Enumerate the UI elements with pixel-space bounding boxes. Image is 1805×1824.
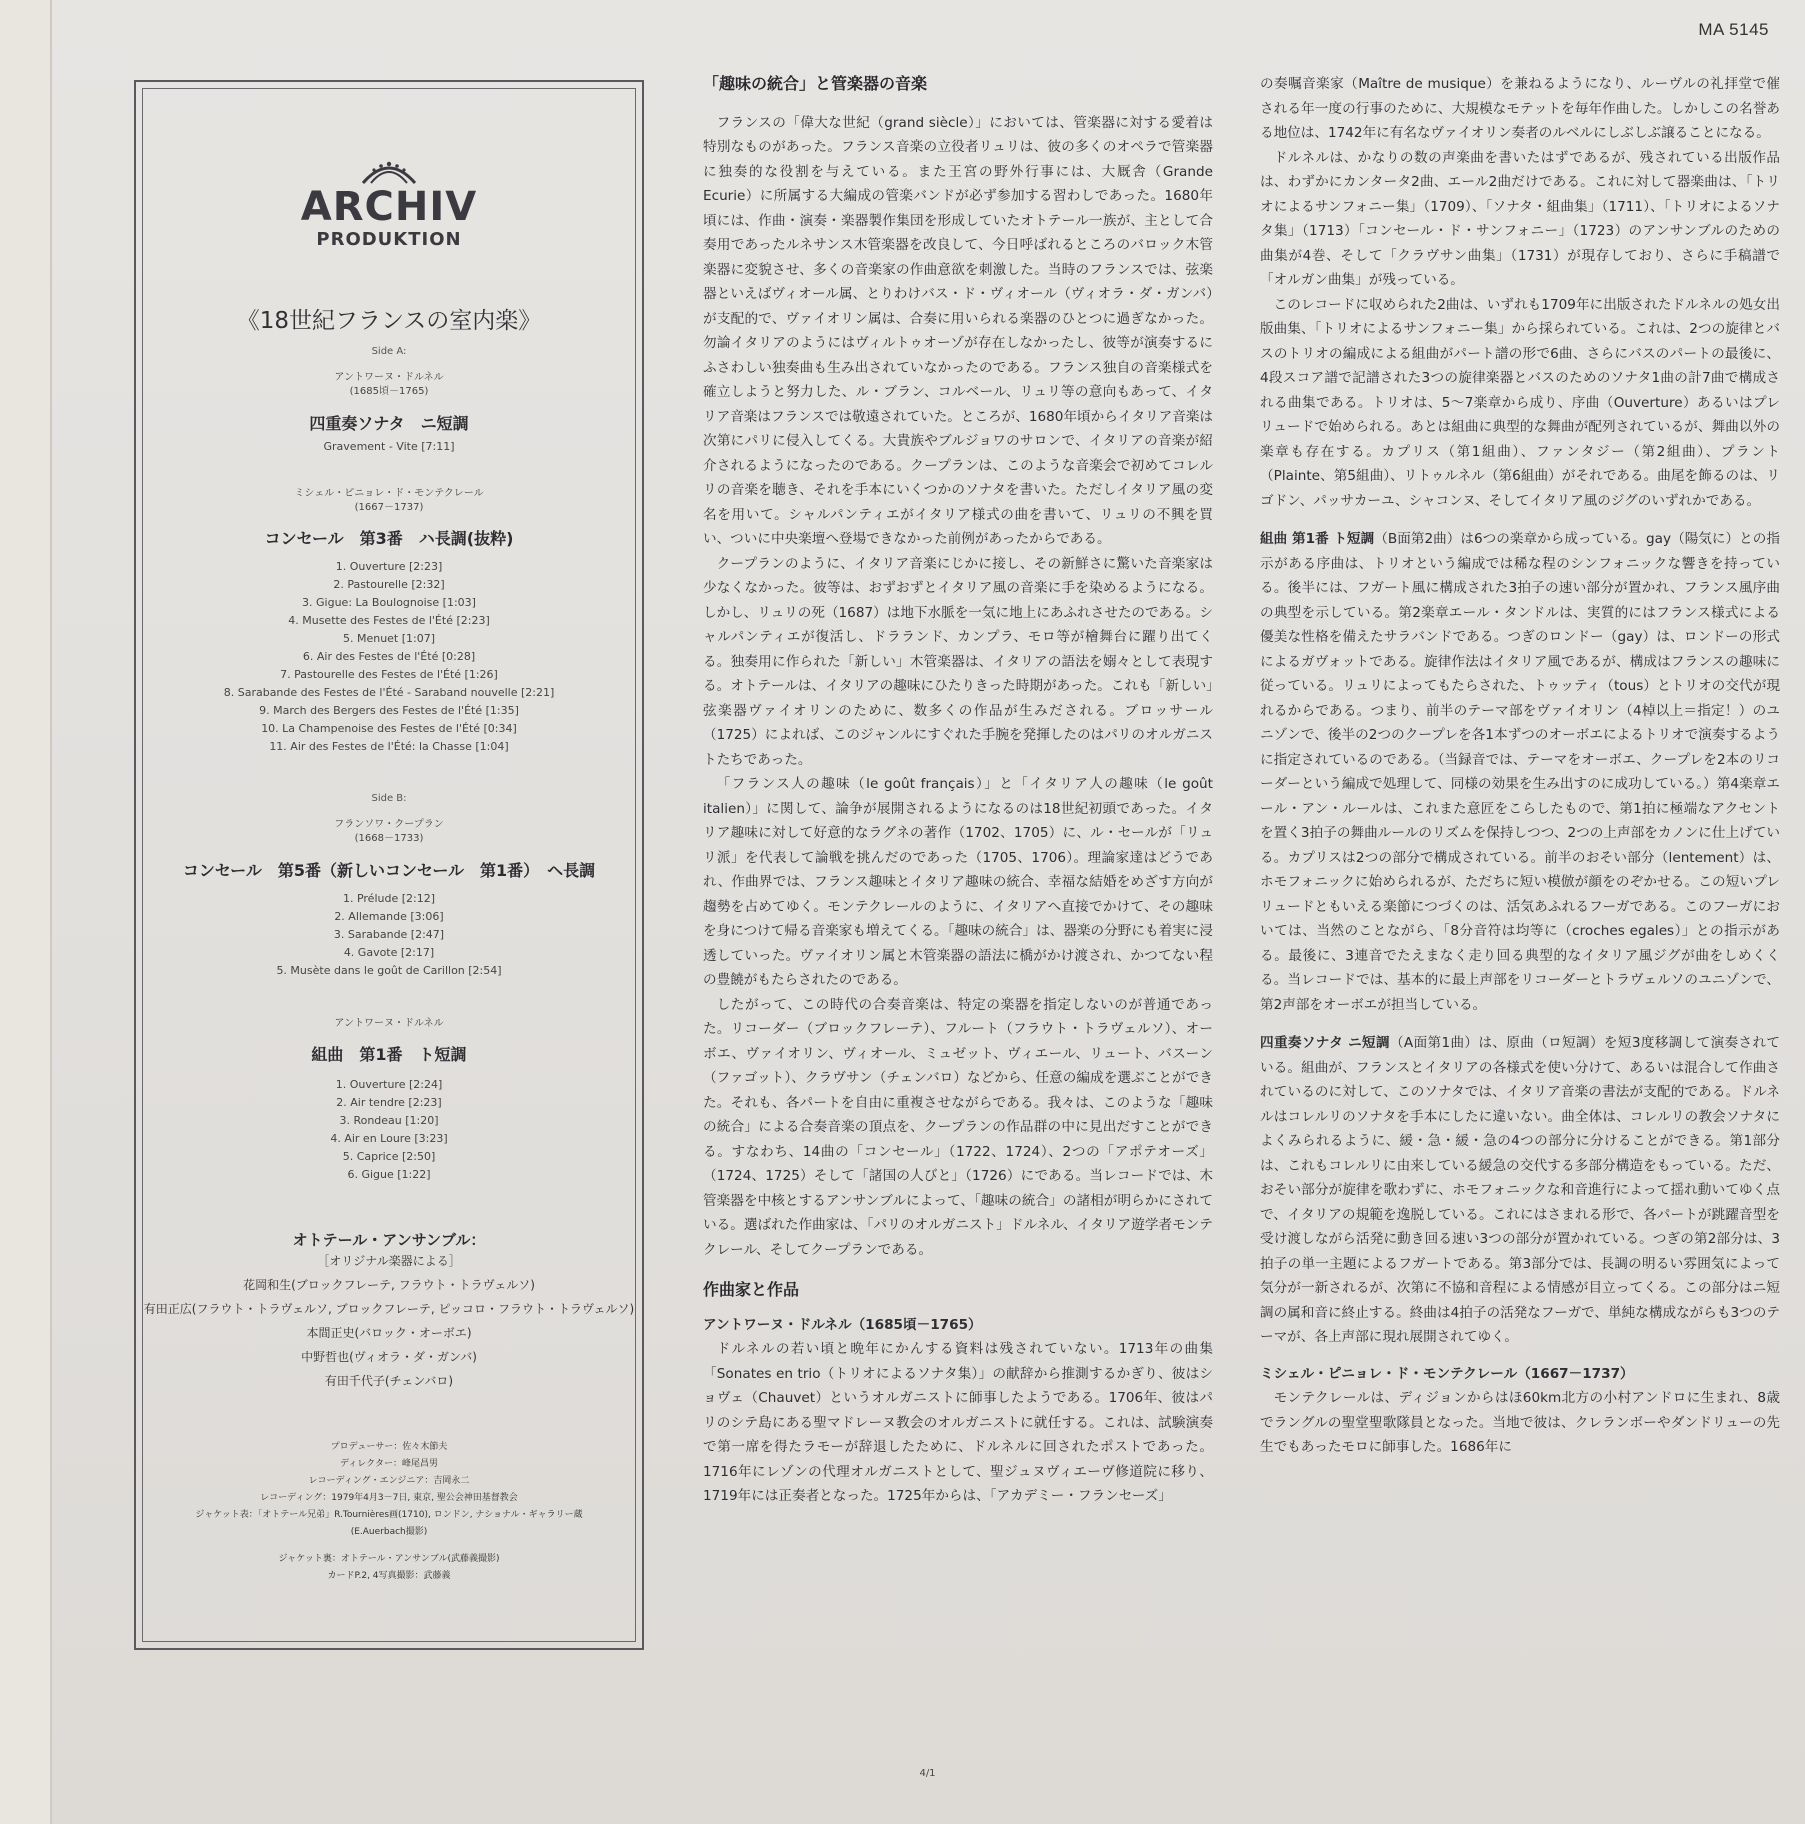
- paragraph: モンテクレールは、ディジョンからはほ60km北方の小村アンドロに生まれ、8歳でラングルの聖堂聖歌隊員となった。当地で彼は、クレランボーやダンドリューの先生でもあったモロに師事した。1686年に: [1260, 1390, 1780, 1455]
- paragraph: 「フランス人の趣味（le goût français）」と「イタリア人の趣味（le goût italien）」に関して、論争が展開されるようになるのは18世紀初頭であった。イタリア趣味に対して好意的なラグネの著作（1702、1705）に、ル・セールが「リュリ派」を代表して論戦を挑んだのであった（1705、1706）。理論家達はどうであれ、作曲界では、フランス趣味とイタリア趣味の統合、幸福な結婚をめざす方向が趨勢を占めてゆく。モンテクレールのように、イタリアへ直接でかけて、その趣味を身につけて帰る音楽家も増えてくる。「趣味の統合」は、器楽の分野にも着実に浸透していった。ヴァイオリン属と木管楽器の語法に橋がかけ渡され、かつてない程の豊饒がもたらされたのである。: [703, 776, 1213, 988]
- work-lead: 組曲 第1番 ト短調: [1260, 531, 1375, 547]
- work-description: （B面第2曲）は6つの楽章から成っている。gay（陽気に）との指示がある序曲は、トリオという編成では稀な程のシンフォニックな響きを持っている。後半には、フガート風に構成された3拍子の速い部分が置かれ、フランス風序曲の典型を示している。第2楽章エール・タンドルは、実質的にはフランス様式による優美な性格を備えたサラバンドである。つぎのロンドー（gay）は、ロンドーの形式によるガヴォットである。旋律作法はイタリア風であるが、構成はフランスの趣味に従っている。リュリによってもたらされた、トゥッティ（tous）とトリオの交代が現れるからである。つまり、前半のテーマ部をヴァイオリン（4棹以上＝指定！）のユニゾンで、後半の2つのクープレを各1本ずつのオーボエによるトリオで演奏するように指定されているのである。（当録音では、テーマをオーボエ、クープレを2本のリコーダーという編成で処理して、同様の効果を生み出すのに成功している。）第4楽章エール・アン・ルールは、これまた意匠をこらしたもので、第1拍に極端なアクセントを置く3拍子の舞曲ルールのリズムを保持しつつ、2つの上声部をカノンに仕上げている。カプリスは2つの部分で構成されている。前半のおそい部分（lentement）は、ホモフォニックに始められるが、ただちに短い模倣が顔をのぞかせる。この短いプレリュードともいえる楽節につづくのは、活気あふれるフーガである。このフーガにおいては、当然のことながら、「8分音符は均等に（croches egales）」との指示がある。最後に、3連音でたえまなく走り回る典型的なイタリア風ジグが曲をしめくくる。当レコードでは、基本的に最上声部をリコーダーとトラヴェルソのユニゾンで、第2声部をオーボエが担当している。: [1260, 531, 1780, 1013]
- movement-item: 2. Air tendre [2:23]: [336, 1096, 442, 1109]
- paragraph: の奏嘱音楽家（Maître de musique）を兼ねるようになり、ルーヴルの礼拝堂で催される年一度の行事のために、大規模なモテットを毎年作曲した。しかしこの名誉ある地位は、1742年に有名なヴァイオリン奏者のルベルにしぶしぶ譲ることになる。: [1260, 76, 1780, 141]
- panel-inner-border: [142, 88, 636, 1642]
- movement-item: 5. Caprice [2:50]: [342, 1150, 436, 1163]
- credit-line: プロデューサー：佐々木節夫: [330, 1442, 448, 1452]
- track-listing-panel: [134, 80, 644, 1650]
- composer-name: アントワーヌ・ドルネル: [334, 1018, 444, 1029]
- movement-item: 1. Ouverture [2:24]: [335, 1078, 443, 1091]
- ensemble-member: 本間正史(バロック・オーボエ): [306, 1326, 472, 1340]
- section-heading: 「趣味の統合」と管楽器の音楽: [703, 74, 928, 93]
- paragraph: [1260, 527, 1780, 1017]
- movement-item: 4. Air en Loure [3:23]: [330, 1132, 448, 1145]
- work-title: 組曲 第1番 ト短調: [311, 1045, 467, 1064]
- credit-line: ジャケット表：「オトテール兄弟」R.Tournières画(1710), ロンドン, ナショナル・ギャラリー蔵: [195, 1510, 583, 1520]
- movement-item: 10. La Champenoise des Festes de l'Été [0:34]: [261, 722, 517, 735]
- movement-item: 2. Allemande [3:06]: [334, 910, 444, 923]
- movement-item: 9. March des Bergers des Festes de l'Été [1:35]: [259, 704, 519, 717]
- work-title: コンセール 第5番（新しいコンセール 第1番） ヘ長調: [182, 861, 596, 880]
- work-title: コンセール 第3番 ハ長調(抜粋): [264, 529, 514, 548]
- work-lead: 四重奏ソナタ ニ短調: [1260, 1035, 1390, 1051]
- side-a-label: Side A:: [371, 346, 407, 357]
- liner-notes-sheet: [50, 0, 1805, 1824]
- movement-item: 4. Musette des Festes de l'Été [2:23]: [288, 614, 490, 627]
- composer-dates: (1685頃－1765): [349, 386, 429, 397]
- logo-produktion-text: PRODUKTION: [316, 229, 462, 250]
- movement-item: 2. Pastourelle [2:32]: [333, 578, 445, 591]
- paragraph: したがって、この時代の合奏音楽は、特定の楽器を指定しないのが普通であった。リコーダー（ブロックフレーテ）、フルート（フラウト・トラヴェルソ）、オーボエ、ヴァイオリン、ヴィオール、ミュゼット、ヴィエール、リュート、バスーン（ファゴット）、クラヴサン（チェンバロ）などから、任意の編成を選ぶことができた。それも、各パートを自由に重複させながらである。我々は、このような「趣味の統合」による合奏音楽の頂点を、クープランの作品群の中に見出だすことができる。すなわち、14曲の「コンセール」（1722、1724）、2つの「アポテオーズ」（1724、1725）そして「諸国の人びと」（1726）にである。当レコードでは、木管楽器を中核とするアンサンブルによって、「趣味の統合」の諸相が明らかにされている。選ばれた作曲家は、「パリのオルガニスト」ドルネル、イタリア遊学者モンテクレール、そしてクープランである。: [703, 996, 1213, 1258]
- movement-item: 5. Menuet [1:07]: [342, 632, 436, 645]
- ensemble-member: 花岡和生(ブロックフレーテ, フラウト・トラヴェルソ): [243, 1278, 535, 1292]
- composer-subheading: アントワーヌ・ドルネル（1685頃－1765）: [703, 1316, 982, 1333]
- ensemble-member: 有田千代子(チェンバロ): [324, 1374, 454, 1388]
- paragraph: ドルネルは、かなりの数の声楽曲を書いたはずであるが、残されている出版作品は、わずかにカンタータ2曲、エール2曲だけである。これに対して器楽曲は、「トリオによるサンフォニー集」（1709）、「ソナタ・組曲集」（1711）、「トリオによるソナタ集」（1713）「コンセール・ド・サンフォニー」（1723）のアンサンブルのための曲集が4巻、そして「クラヴサン曲集」（1731）が現存しており、さらに手稿譜で「オルガン曲集」が残っている。: [1260, 149, 1780, 288]
- credit-line: ディレクター：峰尾昌男: [340, 1459, 438, 1469]
- movement-item: 6. Air des Festes de l'Été [0:28]: [302, 650, 476, 663]
- movement-item: 5. Musète dans le goût de Carillon [2:54]: [276, 964, 502, 977]
- crown-emblem-icon: [357, 159, 421, 185]
- movement-item: Gravement - Vite [7:11]: [323, 440, 455, 453]
- page-number: 4/1: [919, 1768, 936, 1779]
- ensemble-title: オトテール・アンサンブル：: [292, 1231, 486, 1249]
- movement-item: 8. Sarabande des Festes de l'Été - Saraband nouvelle [2:21]: [223, 686, 555, 699]
- credit-line: ジャケット裏：オトテール・アンサンブル(武藤義撮影): [278, 1554, 500, 1564]
- credit-line: レコーディング：1979年4月3－7日, 東京, 聖公会神田基督教会: [260, 1493, 518, 1503]
- paragraph: ドルネルの若い頃と晩年にかんする資料は残されていない。1713年の曲集「Sonates en trio（トリオによるソナタ集）」の献辞から推測するかぎり、彼はショヴェ（Chauvet）というオルガニストに師事したようである。1706年、彼はパリのシテ島にある聖マドレーヌ教会のオルガニストに就任する。これは、試験演奏で第一席を得たラモーが辞退したために、ドルネルに回されたポストであった。1716年にレゾンの代理オルガニストとして、聖ジュヌヴィエーヴ修道院に移り、1719年には正奏者となった。1725年からは、「アカデミー・フランセーズ」: [703, 1341, 1213, 1504]
- paragraph: [1260, 1031, 1780, 1350]
- movement-item: 3. Gigue: La Boulognoise [1:03]: [302, 596, 476, 609]
- credit-line: レコーディング・エンジニア：吉岡永二: [308, 1476, 470, 1486]
- movement-item: 3. Rondeau [1:20]: [339, 1114, 439, 1127]
- movement-item: 6. Gigue [1:22]: [347, 1168, 431, 1181]
- movement-item: 4. Gavote [2:17]: [343, 946, 435, 959]
- composer-dates: (1668－1733): [354, 833, 424, 844]
- archiv-logo: [143, 159, 635, 250]
- composer-dates: (1667－1737): [354, 502, 424, 513]
- composer-subheading: ミシェル・ピニョレ・ド・モンテクレール（1667－1737）: [1260, 1365, 1634, 1382]
- composer-name: ミシェル・ピニョレ・ド・モンテクレール: [294, 488, 484, 499]
- side-b-label: Side B:: [371, 793, 407, 804]
- paragraph: クープランのように、イタリア音楽にじかに接し、その新鮮さに驚いた音楽家は少なくなかった。彼等は、おずおずとイタリア風の音楽に手を染めるようになる。しかし、リュリの死（1687）は地下水脈を一気に地上にあふれさせたのである。シャルパンティエが復活し、ドラランド、カンプラ、モロ等が檜舞台に躍り出てくる。独奏用に作られた「新しい」木管楽器は、イタリアの語法を嫋々として表現する。オトテールは、イタリアの趣味にひたりきった時期があった。これも「新しい」弦楽器ヴァイオリンのために、数多くの作品が生みだされる。ブロッサール（1725）によれば、このジャンルにすぐれた手腕を発揮したのはパリのオルガニストたちであった。: [703, 555, 1213, 768]
- ensemble-member: 有田正広(フラウト・トラヴェルソ, ブロックフレーテ, ピッコロ・フラウト・トラヴェルソ): [143, 1302, 635, 1316]
- paragraph: フランスの「偉大な世紀（grand siècle）」においては、管楽器に対する愛着は特別なものがあった。フランス音楽の立役者リュリは、彼の多くのオペラで管楽器に独奏的な役割を与えている。また王宮の野外行事には、大厩舎（Grande Ecurie）に所属する大編成の管楽バンドが必ず参加する習わしであった。1680年頃には、作曲・演奏・楽器製作集団を形成していたオトテール一族が、主として合奏用であったルネサンス木管楽器を改良して、今日呼ばれるところのバロック木管楽器に変貌させ、多くの音楽家の作曲意欲を刺激した。当時のフランスでは、弦楽器といえばヴィオール属、とりわけバス・ド・ヴィオール（ヴィオラ・ダ・ガンバ）が支配的で、ヴァイオリン属は、合奏に用いられる楽器のひとつに過ぎなかった。勿論イタリアのようにはヴィルトゥオーゾが存在しなかったし、彼等が演奏するにふさわしい独奏曲も生み出されていなかったのである。フランス独自の音楽様式を確立しようと努力した、ル・ブラン、コルベール、リュリ等の意向もあって、イタリア音楽はフランスでは敬遠されていた。ところが、1680年頃からイタリア音楽は次第にパリに侵入してくる。大貴族やブルジョワのサロンで、イタリアの音楽が紹介されるようになったのである。クープランは、このような音楽会で初めてコレルリの音楽を聴き、それを手本にいくつかのソナタを書いた。ただしイタリア風の変名を用いて。シャルパンティエがイタリア様式の曲を書いて、リュリの不興を買い、ついに中央楽壇へ登場できなかった前例があったからである。: [703, 114, 1213, 547]
- ensemble-member: 中野哲也(ヴィオラ・ダ・ガンバ): [301, 1350, 477, 1364]
- work-description: （A面第1曲）は、原曲（ロ短調）を短3度移調して演奏されている。組曲が、フランスとイタリアの各様式を使い分けて、あるいは混合して作曲されているのに対して、このソナタでは、イタリア音楽の書法が支配的である。ドルネルはコレルリのソナタを手本にしたに違いない。曲全体は、コレルリの教会ソナタによくみられるように、緩・急・緩・急の4つの部分に分けることができる。第1部分は、これもコレルリに由来している緩急の交代する多部分構造をもっている。ただ、おそい部分が旋律を歌わずに、ホモフォニックな和音進行によって揺れ動いてゆく点で、イタリアの規範を逸脱している。これにはさまれる形で、各パートが跳躍音型を受け渡しながら活発に動き回る速い3つの部分が置かれている。つぎの第2部分は、3拍子の単一主題によるフガートである。第3部分では、長調の明るい雰囲気によって気分が一新されるが、次第に不協和音程による情感が目立ってくる。この部分はニ短調の属和音に終止する。終曲は4拍子の活発なフーガで、単純な構成ながらも3つのテーマが、各上声部に現れ展開されてゆく。: [1260, 1035, 1780, 1345]
- album-title: 《18世紀フランスの室内楽》: [236, 308, 542, 334]
- movement-item: 1. Ouverture [2:23]: [335, 560, 443, 573]
- movement-item: 1. Prélude [2:12]: [342, 892, 436, 905]
- credit-line: (E.Auerbach撮影): [350, 1527, 428, 1537]
- section-heading: 作曲家と作品: [703, 1280, 800, 1299]
- movement-item: 11. Air des Festes de l'Été: la Chasse [1:04]: [269, 740, 509, 753]
- ensemble-subtitle: ［オリジナル楽器による］: [317, 1254, 461, 1268]
- credit-line: カードP.2, 4写真撮影：武藤義: [327, 1571, 451, 1581]
- notes-column-middle: [703, 72, 1213, 1509]
- composer-name: フランソワ・クープラン: [334, 819, 444, 830]
- catalog-number: MA 5145: [1698, 20, 1769, 39]
- paragraph: このレコードに収められた2曲は、いずれも1709年に出版されたドルネルの処女出版曲集、「トリオによるサンフォニー集」から採られている。これは、2つの旋律とバスのトリオの編成による組曲がパート譜の形で6曲、さらにバスのパートの最後に、4段スコア譜で記譜された3つの旋律楽器とバスのためのソナタ1曲の計7曲で構成される曲集である。トリオは、5～7楽章から成り、序曲（Ouverture）あるいはプレリュードで始められる。あとは組曲に典型的な舞曲が配列されているが、舞曲以外の楽章も存在する。カプリス（第1組曲）、ファンタジー（第2組曲）、プラント（Plainte、第5組曲）、リトゥルネル（第6組曲）がそれである。曲尾を飾るのは、リゴドン、パッサカーユ、シャコンヌ、そしてイタリア風のジグのいずれかである。: [1260, 296, 1780, 509]
- notes-column-right: [1260, 72, 1780, 1460]
- work-title: 四重奏ソナタ ニ短調: [309, 414, 469, 433]
- logo-archiv-text: ARCHIV: [300, 184, 478, 230]
- movement-item: 7. Pastourelle des Festes de l'Été [1:26]: [280, 668, 498, 681]
- composer-name: アントワーヌ・ドルネル: [334, 372, 444, 383]
- movement-item: 3. Sarabande [2:47]: [333, 928, 445, 941]
